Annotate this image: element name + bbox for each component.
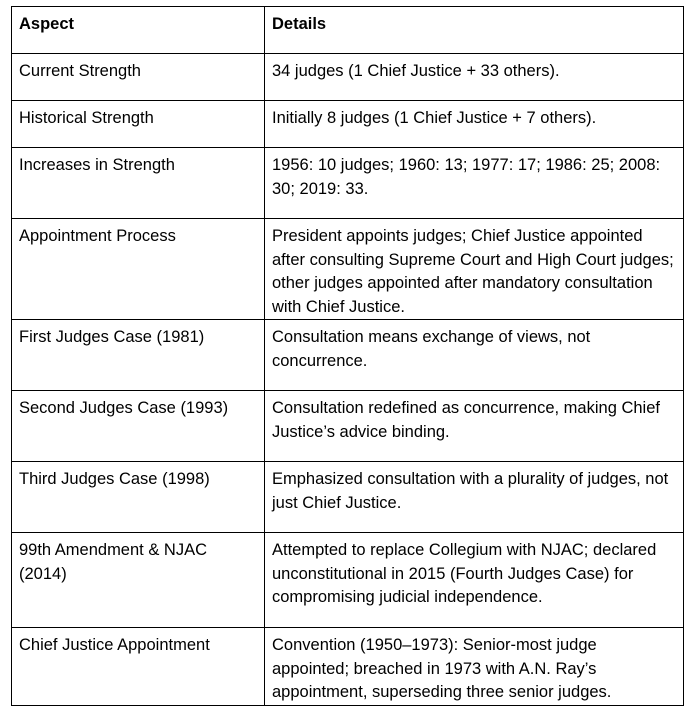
aspect-cell: Current Strength	[12, 54, 265, 101]
table-row	[12, 54, 684, 101]
table-row	[12, 533, 684, 628]
details-cell: Attempted to replace Collegium with NJAC; declared unconstitutional in 2015 (Fourth Judges Case) for compromising judicial independence.	[265, 533, 684, 628]
table-row	[12, 148, 684, 219]
details-cell: 34 judges (1 Chief Justice + 33 others).	[265, 54, 684, 101]
table-row	[12, 101, 684, 148]
table-header-row	[12, 7, 684, 54]
aspect-cell: First Judges Case (1981)	[12, 320, 265, 391]
details-cell: Convention (1950–1973): Senior-most judge appointed; breached in 1973 with A.N. Ray’s appointment, superseding three senior judges.	[265, 628, 684, 706]
details-cell: Consultation means exchange of views, not concurrence.	[265, 320, 684, 391]
details-cell: Consultation redefined as concurrence, making Chief Justice’s advice binding.	[265, 391, 684, 462]
table-row	[12, 391, 684, 462]
details-cell: Emphasized consultation with a plurality of judges, not just Chief Justice.	[265, 462, 684, 533]
details-cell: 1956: 10 judges; 1960: 13; 1977: 17; 1986: 25; 2008: 30; 2019: 33.	[265, 148, 684, 219]
table-row	[12, 628, 684, 706]
table-row	[12, 462, 684, 533]
aspect-cell: Historical Strength	[12, 101, 265, 148]
aspect-cell: Second Judges Case (1993)	[12, 391, 265, 462]
table-row	[12, 219, 684, 320]
aspect-cell: Chief Justice Appointment	[12, 628, 265, 706]
header-aspect: Aspect	[12, 7, 265, 54]
aspect-cell: Increases in Strength	[12, 148, 265, 219]
judges-info-table	[11, 6, 684, 706]
table-row	[12, 320, 684, 391]
details-cell: President appoints judges; Chief Justice appointed after consulting Supreme Court and High Court judges; other judges appointed after mandatory consultation with Chief Justice.	[265, 219, 684, 320]
aspect-cell: Third Judges Case (1998)	[12, 462, 265, 533]
aspect-cell: Appointment Process	[12, 219, 265, 320]
details-cell: Initially 8 judges (1 Chief Justice + 7 others).	[265, 101, 684, 148]
aspect-cell: 99th Amendment & NJAC (2014)	[12, 533, 265, 628]
header-details: Details	[265, 7, 684, 54]
